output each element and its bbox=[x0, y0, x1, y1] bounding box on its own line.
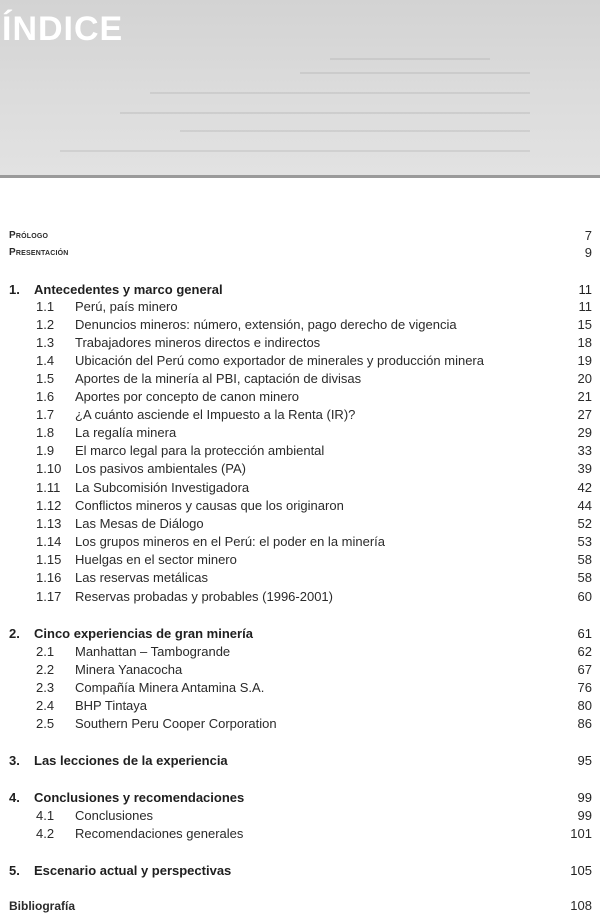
toc-chapter-1 bbox=[0, 281, 600, 299]
section-number: 1.8 bbox=[36, 425, 55, 440]
toc-section bbox=[0, 661, 600, 679]
toc-chapter-3 bbox=[0, 752, 600, 770]
toc-page-number: 53 bbox=[577, 534, 592, 549]
toc-page-number: 52 bbox=[577, 516, 592, 531]
toc-page-number: 58 bbox=[577, 552, 592, 567]
section-number: 1.5 bbox=[36, 371, 55, 386]
toc-section bbox=[0, 316, 600, 334]
section-number: 2.3 bbox=[36, 680, 55, 695]
chapter-number: 3. bbox=[9, 753, 20, 768]
toc-page-number: 86 bbox=[577, 716, 592, 731]
toc-section bbox=[0, 370, 600, 388]
section-title: Las Mesas de Diálogo bbox=[75, 516, 204, 531]
page-header-band bbox=[0, 0, 600, 175]
toc-section bbox=[0, 515, 600, 533]
toc-section bbox=[0, 298, 600, 316]
section-number: 1.10 bbox=[36, 461, 62, 476]
chapter-number: 2. bbox=[9, 626, 20, 641]
section-title: La Subcomisión Investigadora bbox=[75, 480, 250, 495]
toc-page-number: 27 bbox=[577, 407, 592, 422]
section-title: Conflictos mineros y causas que los originaron bbox=[75, 498, 344, 513]
section-number: 4.1 bbox=[36, 808, 55, 823]
toc-page-number: 7 bbox=[584, 228, 592, 243]
toc-entry-label: Bibliografía bbox=[9, 899, 76, 913]
section-number: 1.4 bbox=[36, 353, 55, 368]
toc-page-number: 67 bbox=[577, 662, 592, 677]
section-number: 1.2 bbox=[36, 317, 55, 332]
section-title: Reservas probadas y probables (1996-2001) bbox=[75, 589, 333, 604]
section-number: 1.9 bbox=[36, 443, 55, 458]
toc-section bbox=[0, 588, 600, 606]
toc-page-number: 105 bbox=[570, 863, 592, 878]
section-title: Aportes por concepto de canon minero bbox=[75, 389, 300, 404]
chapter-title: Antecedentes y marco general bbox=[34, 282, 223, 297]
toc-page-number: 101 bbox=[570, 826, 592, 841]
section-title: El marco legal para la protección ambiental bbox=[75, 443, 325, 458]
toc-page-number: 76 bbox=[577, 680, 592, 695]
toc-entry-bibliografia bbox=[0, 897, 600, 915]
toc-section bbox=[0, 388, 600, 406]
section-title: BHP Tintaya bbox=[75, 698, 148, 713]
toc-section bbox=[0, 569, 600, 587]
bleed-through-mark bbox=[120, 112, 530, 114]
chapter-title: Conclusiones y recomendaciones bbox=[34, 790, 245, 805]
toc-entry-label: Prólogo bbox=[9, 230, 49, 241]
toc-section bbox=[0, 715, 600, 733]
section-title: Aportes de la minería al PBI, captación de divisas bbox=[75, 371, 362, 386]
chapter-number: 1. bbox=[9, 282, 20, 297]
toc-page-number: 19 bbox=[577, 353, 592, 368]
header-divider bbox=[0, 175, 600, 178]
toc-page-number: 95 bbox=[577, 753, 592, 768]
toc-page-number: 62 bbox=[577, 644, 592, 659]
toc-section bbox=[0, 497, 600, 515]
toc-section bbox=[0, 424, 600, 442]
toc-page-number: 21 bbox=[577, 389, 592, 404]
section-number: 1.15 bbox=[36, 552, 62, 567]
bleed-through-mark bbox=[150, 92, 530, 94]
section-number: 1.3 bbox=[36, 335, 55, 350]
toc-section bbox=[0, 807, 600, 825]
section-number: 1.7 bbox=[36, 407, 55, 422]
section-number: 1.11 bbox=[36, 480, 61, 495]
toc-section bbox=[0, 697, 600, 715]
section-number: 2.5 bbox=[36, 716, 55, 731]
section-title: Denuncios mineros: número, extensión, pago derecho de vigencia bbox=[75, 317, 457, 332]
toc-page-number: 39 bbox=[577, 461, 592, 476]
toc-page-number: 11 bbox=[578, 299, 592, 314]
section-number: 1.12 bbox=[36, 498, 62, 513]
toc-chapter-5 bbox=[0, 862, 600, 880]
toc-section bbox=[0, 334, 600, 352]
section-title: Conclusiones bbox=[75, 808, 154, 823]
section-title: Las reservas metálicas bbox=[75, 570, 208, 585]
toc-section bbox=[0, 460, 600, 478]
section-title: Ubicación del Perú como exportador de minerales y producción minera bbox=[75, 353, 484, 368]
toc-page-number: 33 bbox=[577, 443, 592, 458]
chapter-title: Las lecciones de la experiencia bbox=[34, 753, 228, 768]
section-title: Trabajadores mineros directos e indirectos bbox=[75, 335, 321, 350]
section-title: Perú, país minero bbox=[75, 299, 178, 314]
section-number: 1.17 bbox=[36, 589, 62, 604]
chapter-number: 5. bbox=[9, 863, 20, 878]
section-title: Los grupos mineros en el Perú: el poder en la minería bbox=[75, 534, 386, 549]
section-number: 2.2 bbox=[36, 662, 55, 677]
section-title: Los pasivos ambientales (PA) bbox=[75, 461, 247, 476]
toc-page-number: 11 bbox=[578, 282, 592, 297]
toc-section bbox=[0, 406, 600, 424]
section-number: 1.6 bbox=[36, 389, 55, 404]
chapter-number: 4. bbox=[9, 790, 20, 805]
toc-page-number: 42 bbox=[577, 480, 592, 495]
toc-page-number: 108 bbox=[570, 898, 592, 913]
toc-section bbox=[0, 479, 600, 497]
toc-page-number: 61 bbox=[577, 626, 592, 641]
bleed-through-mark bbox=[330, 58, 490, 60]
toc-page-number: 18 bbox=[577, 335, 592, 350]
section-number: 1.16 bbox=[36, 570, 62, 585]
toc-section bbox=[0, 533, 600, 551]
chapter-title: Cinco experiencias de gran minería bbox=[34, 626, 253, 641]
section-number: 2.1 bbox=[36, 644, 55, 659]
section-number: 1.13 bbox=[36, 516, 62, 531]
toc-chapter-4 bbox=[0, 789, 600, 807]
section-number: 2.4 bbox=[36, 698, 55, 713]
toc-entry-prologo bbox=[0, 227, 600, 245]
toc-page-number: 80 bbox=[577, 698, 592, 713]
chapter-title: Escenario actual y perspectivas bbox=[34, 863, 232, 878]
section-title: La regalía minera bbox=[75, 425, 177, 440]
section-number: 1.1 bbox=[36, 299, 55, 314]
bleed-through-mark bbox=[300, 72, 530, 74]
toc-page-number: 29 bbox=[577, 425, 592, 440]
toc-chapter-2 bbox=[0, 625, 600, 643]
toc-entry-label: Presentación bbox=[9, 247, 69, 258]
toc-section bbox=[0, 643, 600, 661]
toc-entry-presentacion bbox=[0, 244, 600, 262]
toc-page-number: 20 bbox=[577, 371, 592, 386]
toc-section bbox=[0, 551, 600, 569]
toc-page-number: 15 bbox=[577, 317, 592, 332]
bleed-through-mark bbox=[180, 130, 530, 132]
section-title: Huelgas en el sector minero bbox=[75, 552, 237, 567]
toc-page-number: 60 bbox=[577, 589, 592, 604]
bleed-through-mark bbox=[60, 150, 530, 152]
section-title: Minera Yanacocha bbox=[75, 662, 183, 677]
toc-page-number: 99 bbox=[577, 790, 592, 805]
section-title: Manhattan – Tambogrande bbox=[75, 644, 231, 659]
section-title: ¿A cuánto asciende el Impuesto a la Renta (IR)? bbox=[75, 407, 356, 422]
toc-section bbox=[0, 442, 600, 460]
toc-section bbox=[0, 679, 600, 697]
toc-section bbox=[0, 825, 600, 843]
toc-section bbox=[0, 352, 600, 370]
page-title: ÍNDICE bbox=[2, 10, 124, 48]
toc-page-number: 58 bbox=[577, 570, 592, 585]
section-title: Southern Peru Cooper Corporation bbox=[75, 716, 277, 731]
section-number: 4.2 bbox=[36, 826, 55, 841]
section-number: 1.14 bbox=[36, 534, 62, 549]
section-title: Compañía Minera Antamina S.A. bbox=[75, 680, 265, 695]
toc-page-number: 9 bbox=[584, 245, 592, 260]
toc-page-number: 99 bbox=[577, 808, 592, 823]
section-title: Recomendaciones generales bbox=[75, 826, 244, 841]
toc-page-number: 44 bbox=[577, 498, 592, 513]
